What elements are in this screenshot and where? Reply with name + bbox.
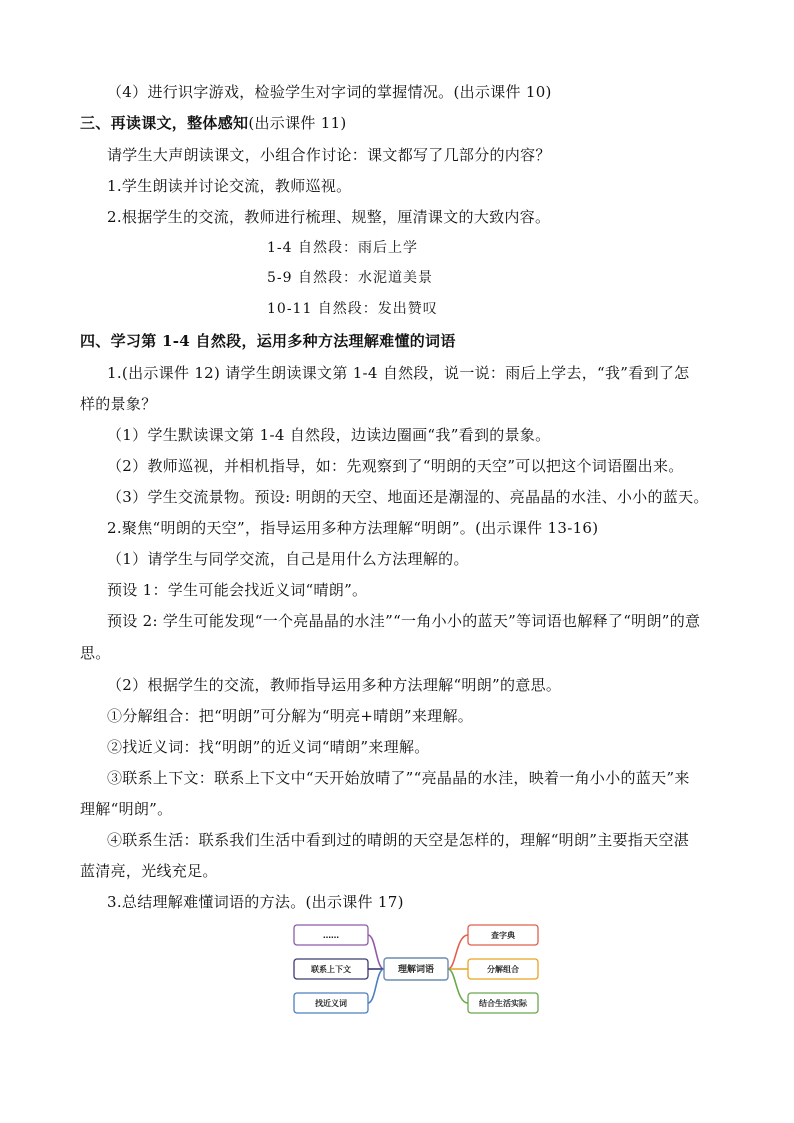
paragraph: ④联系生活：联系我们生活中看到过的晴朗的天空是怎样的，理解“明朗”主要指天空湛 bbox=[107, 831, 690, 849]
mindmap-diagram bbox=[292, 921, 542, 1019]
mindmap-node-decompose-label: 分解组合 bbox=[487, 965, 519, 974]
mindmap-node-real-life-label: 结合生活实际 bbox=[479, 999, 527, 1008]
paragraph: （2）根据学生的交流，教师指导运用多种方法理解“明朗”的意思。 bbox=[107, 676, 562, 694]
paragraph: 请学生大声朗读课文，小组合作讨论：课文都写了几部分的内容？ bbox=[107, 146, 551, 164]
paragraph: ②找近义词：找“明朗”的近义词“晴朗”来理解。 bbox=[107, 738, 430, 756]
summary-line: 5-9 自然段：水泥道美景 bbox=[267, 270, 433, 286]
mindmap-center-label: 理解词语 bbox=[397, 965, 435, 975]
mindmap-node-dictionary-label: 查字典 bbox=[491, 931, 515, 940]
connector-right-bottom bbox=[448, 969, 468, 1003]
mindmap-node-ellipsis-label: …… bbox=[323, 931, 339, 940]
paragraph: ③联系上下文：联系上下文中“天开始放晴了”“亮晶晶的水洼，映着一角小小的蓝天”来 bbox=[107, 769, 690, 787]
paragraph: 3.总结理解难懂词语的方法。(出示课件 17) bbox=[107, 893, 404, 911]
section-heading-4: 四、学习第 1-4 自然段，运用多种方法理解难懂的词语 bbox=[80, 332, 456, 350]
paragraph: （1）请学生与同学交流，自己是用什么方法理解的。 bbox=[107, 550, 469, 568]
paragraph: （3）学生交流景物。预设: 明朗的天空、地面还是潮湿的、亮晶晶的水洼、小小的蓝天。 bbox=[107, 488, 709, 506]
paragraph: 1.学生朗读并讨论交流，教师巡视。 bbox=[107, 177, 352, 195]
summary-line: 1-4 自然段：雨后上学 bbox=[267, 240, 418, 256]
paragraph: （4）进行识字游戏，检验学生对字词的掌握情况。(出示课件 10) bbox=[107, 83, 552, 101]
summary-line: 10-11 自然段：发出赞叹 bbox=[267, 301, 438, 317]
paragraph: （2）教师巡视，并相机指导，如：先观察到了“明朗的天空”可以把这个词语圈出来。 bbox=[107, 457, 684, 475]
paragraph-continuation: 蓝清亮，光线充足。 bbox=[80, 862, 218, 880]
paragraph: 2.根据学生的交流，教师进行梳理、规整，厘清课文的大致内容。 bbox=[107, 208, 551, 226]
section-heading-3 bbox=[80, 113, 347, 133]
mindmap-node-context-label: 联系上下文 bbox=[311, 965, 351, 974]
paragraph: （1）学生默读课文第 1-4 自然段，边读边圈画“我”看到的景象。 bbox=[107, 426, 551, 444]
paragraph: 预设 2: 学生可能发现“一个亮晶晶的水洼”“一角小小的蓝天”等词语也解释了“明朗”的意 bbox=[107, 612, 701, 630]
paragraph: 2.聚焦“明朗的天空”，指导运用多种方法理解“明朗”。(出示课件 13-16) bbox=[107, 519, 599, 537]
mindmap-node-synonym-label: 找近义词 bbox=[315, 999, 347, 1008]
heading-text: 三、再读课文，整体感知 bbox=[80, 114, 249, 132]
paragraph-continuation: 理解“明朗”。 bbox=[80, 800, 173, 818]
heading-note: (出示课件 11) bbox=[248, 114, 347, 132]
connector-left-bottom bbox=[368, 969, 384, 1003]
paragraph-continuation: 样的景象？ bbox=[80, 395, 157, 413]
paragraph: ①分解组合：把“明朗”可分解为“明亮+晴朗”来理解。 bbox=[107, 707, 474, 725]
connector-left-top bbox=[368, 935, 384, 969]
connector-right-top bbox=[448, 935, 468, 969]
paragraph-continuation: 思。 bbox=[80, 644, 111, 662]
paragraph: 1.(出示课件 12) 请学生朗读课文第 1-4 自然段，说一说：雨后上学去，“我”看到了怎 bbox=[107, 364, 690, 382]
paragraph: 预设 1：学生可能会找近义词“晴朗”。 bbox=[107, 581, 368, 599]
